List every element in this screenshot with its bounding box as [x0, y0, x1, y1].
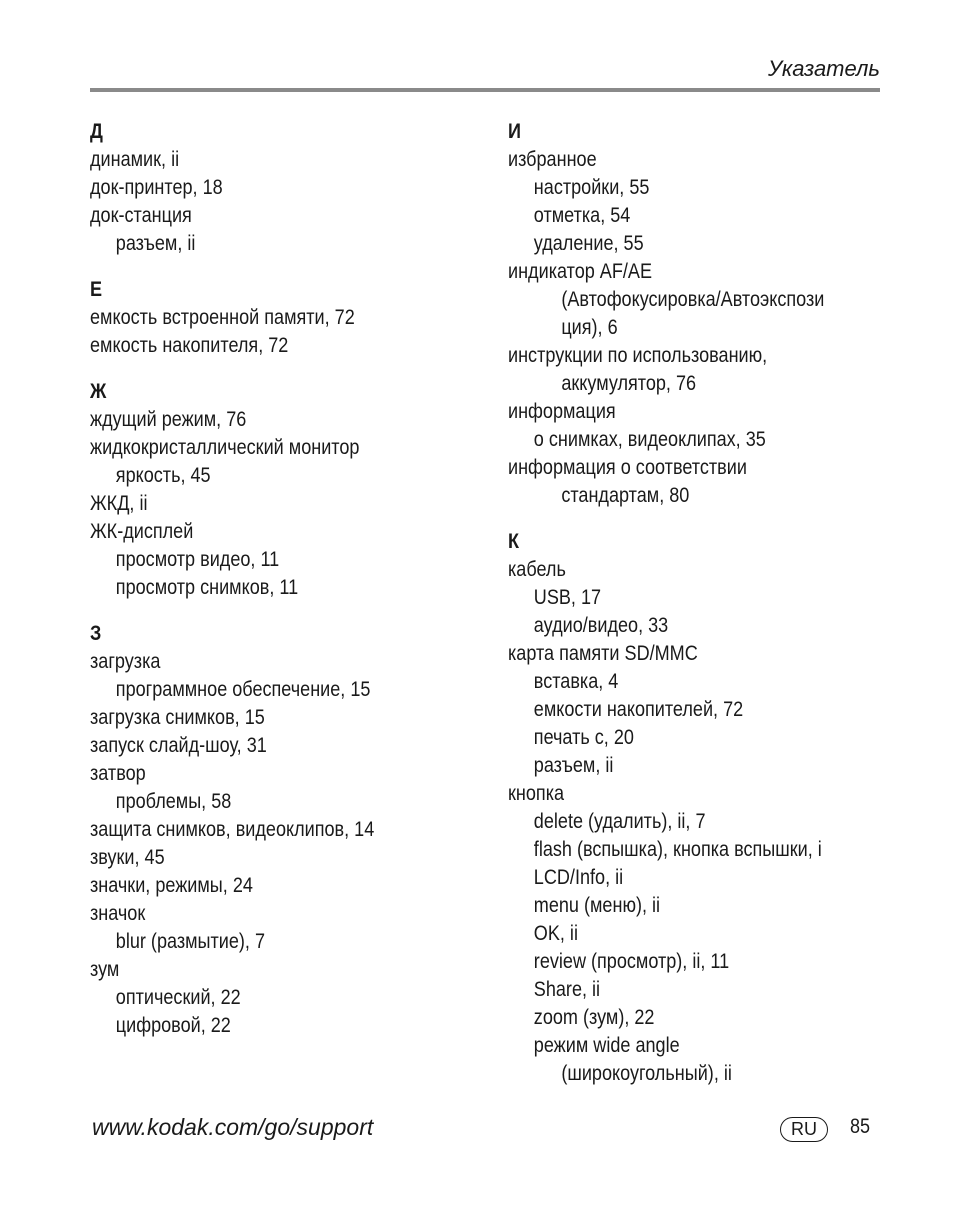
index-entry: индикатор AF/AE: [508, 260, 652, 283]
index-entry: затвор: [90, 762, 146, 785]
index-subentry: Share, ii: [533, 978, 601, 1001]
index-letter-heading: И: [508, 120, 521, 143]
index-entry: информация о соответствии: [508, 456, 747, 479]
index-subentry: емкости накопителей, 72: [533, 698, 744, 721]
index-entry: кнопка: [508, 782, 565, 805]
index-entry: карта памяти SD/MMC: [508, 642, 698, 665]
index-subentry: просмотр видео, 11: [115, 548, 280, 571]
index-entry: док-станция: [90, 204, 192, 227]
index-letter-heading: З: [90, 622, 102, 645]
index-entry: ждущий режим, 76: [90, 408, 247, 431]
index-subentry: оптический, 22: [115, 986, 241, 1009]
index-subentry: аккумулятор, 76: [561, 372, 697, 395]
index-entry: запуск слайд-шоу, 31: [90, 734, 267, 757]
index-subentry: USB, 17: [533, 586, 602, 609]
index-letter-heading: К: [508, 530, 520, 553]
index-subentry: delete (удалить), ii, 7: [533, 810, 706, 833]
index-subentry: разъем, ii: [115, 232, 196, 255]
index-subentry: удаление, 55: [533, 232, 644, 255]
index-subentry: flash (вспышка), кнопка вспышки, i: [533, 838, 822, 861]
index-subentry: вставка, 4: [533, 670, 619, 693]
index-entry: кабель: [508, 558, 566, 581]
index-entry: информация: [508, 400, 616, 423]
index-subentry: настройки, 55: [533, 176, 650, 199]
index-subentry: ция), 6: [561, 316, 618, 339]
index-entry: док-принтер, 18: [90, 176, 223, 199]
index-subentry: проблемы, 58: [115, 790, 232, 813]
index-letter-heading: Е: [90, 278, 103, 301]
index-subentry: цифровой, 22: [115, 1014, 231, 1037]
index-entry: ЖКД, ii: [90, 492, 148, 515]
index-subentry: (широкоугольный), ii: [561, 1062, 732, 1085]
index-entry: значок: [90, 902, 146, 925]
index-subentry: (Автофокусировка/Автоэкспози: [561, 288, 825, 311]
index-entry: зум: [90, 958, 120, 981]
index-entry: емкость накопителя, 72: [90, 334, 289, 357]
index-subentry: review (просмотр), ii, 11: [533, 950, 730, 973]
index-subentry: стандартам, 80: [561, 484, 690, 507]
index-column-right: [508, 118, 898, 1088]
index-subentry: разъем, ii: [533, 754, 614, 777]
index-subentry: яркость, 45: [115, 464, 211, 487]
index-letter-heading: Д: [90, 120, 103, 143]
language-badge: RU: [780, 1117, 828, 1142]
page-number: 85: [850, 1115, 871, 1138]
index-entry: звуки, 45: [90, 846, 165, 869]
index-subentry: menu (меню), ii: [533, 894, 661, 917]
index-subentry: аудио/видео, 33: [533, 614, 669, 637]
index-entry: емкость встроенной памяти, 72: [90, 306, 355, 329]
index-entry: избранное: [508, 148, 597, 171]
index-subentry: zoom (зум), 22: [533, 1006, 655, 1029]
footer-support-link[interactable]: www.kodak.com/go/support: [92, 1114, 374, 1140]
index-subentry: blur (размытие), 7: [115, 930, 266, 953]
index-entry: загрузка снимков, 15: [90, 706, 265, 729]
index-subentry: программное обеспечение, 15: [115, 678, 371, 701]
index-subentry: печать с, 20: [533, 726, 634, 749]
header-divider: [90, 88, 880, 92]
index-entry: жидкокристаллический монитор: [90, 436, 360, 459]
index-subentry: отметка, 54: [533, 204, 631, 227]
index-subentry: о снимках, видеоклипах, 35: [533, 428, 766, 451]
index-entry: ЖК-дисплей: [90, 520, 194, 543]
index-entry: загрузка: [90, 650, 161, 673]
index-entry: инструкции по использованию,: [508, 344, 768, 367]
index-entry: динамик, ii: [90, 148, 180, 171]
index-column-left: [90, 118, 480, 1040]
index-subentry: LCD/Info, ii: [533, 866, 624, 889]
index-entry: защита снимков, видеоклипов, 14: [90, 818, 375, 841]
index-entry: значки, режимы, 24: [90, 874, 253, 897]
index-subentry: режим wide angle: [533, 1034, 680, 1057]
index-subentry: просмотр снимков, 11: [115, 576, 299, 599]
index-letter-heading: Ж: [90, 380, 107, 403]
index-subentry: OK, ii: [533, 922, 578, 945]
page-header-title: Указатель: [768, 56, 880, 81]
